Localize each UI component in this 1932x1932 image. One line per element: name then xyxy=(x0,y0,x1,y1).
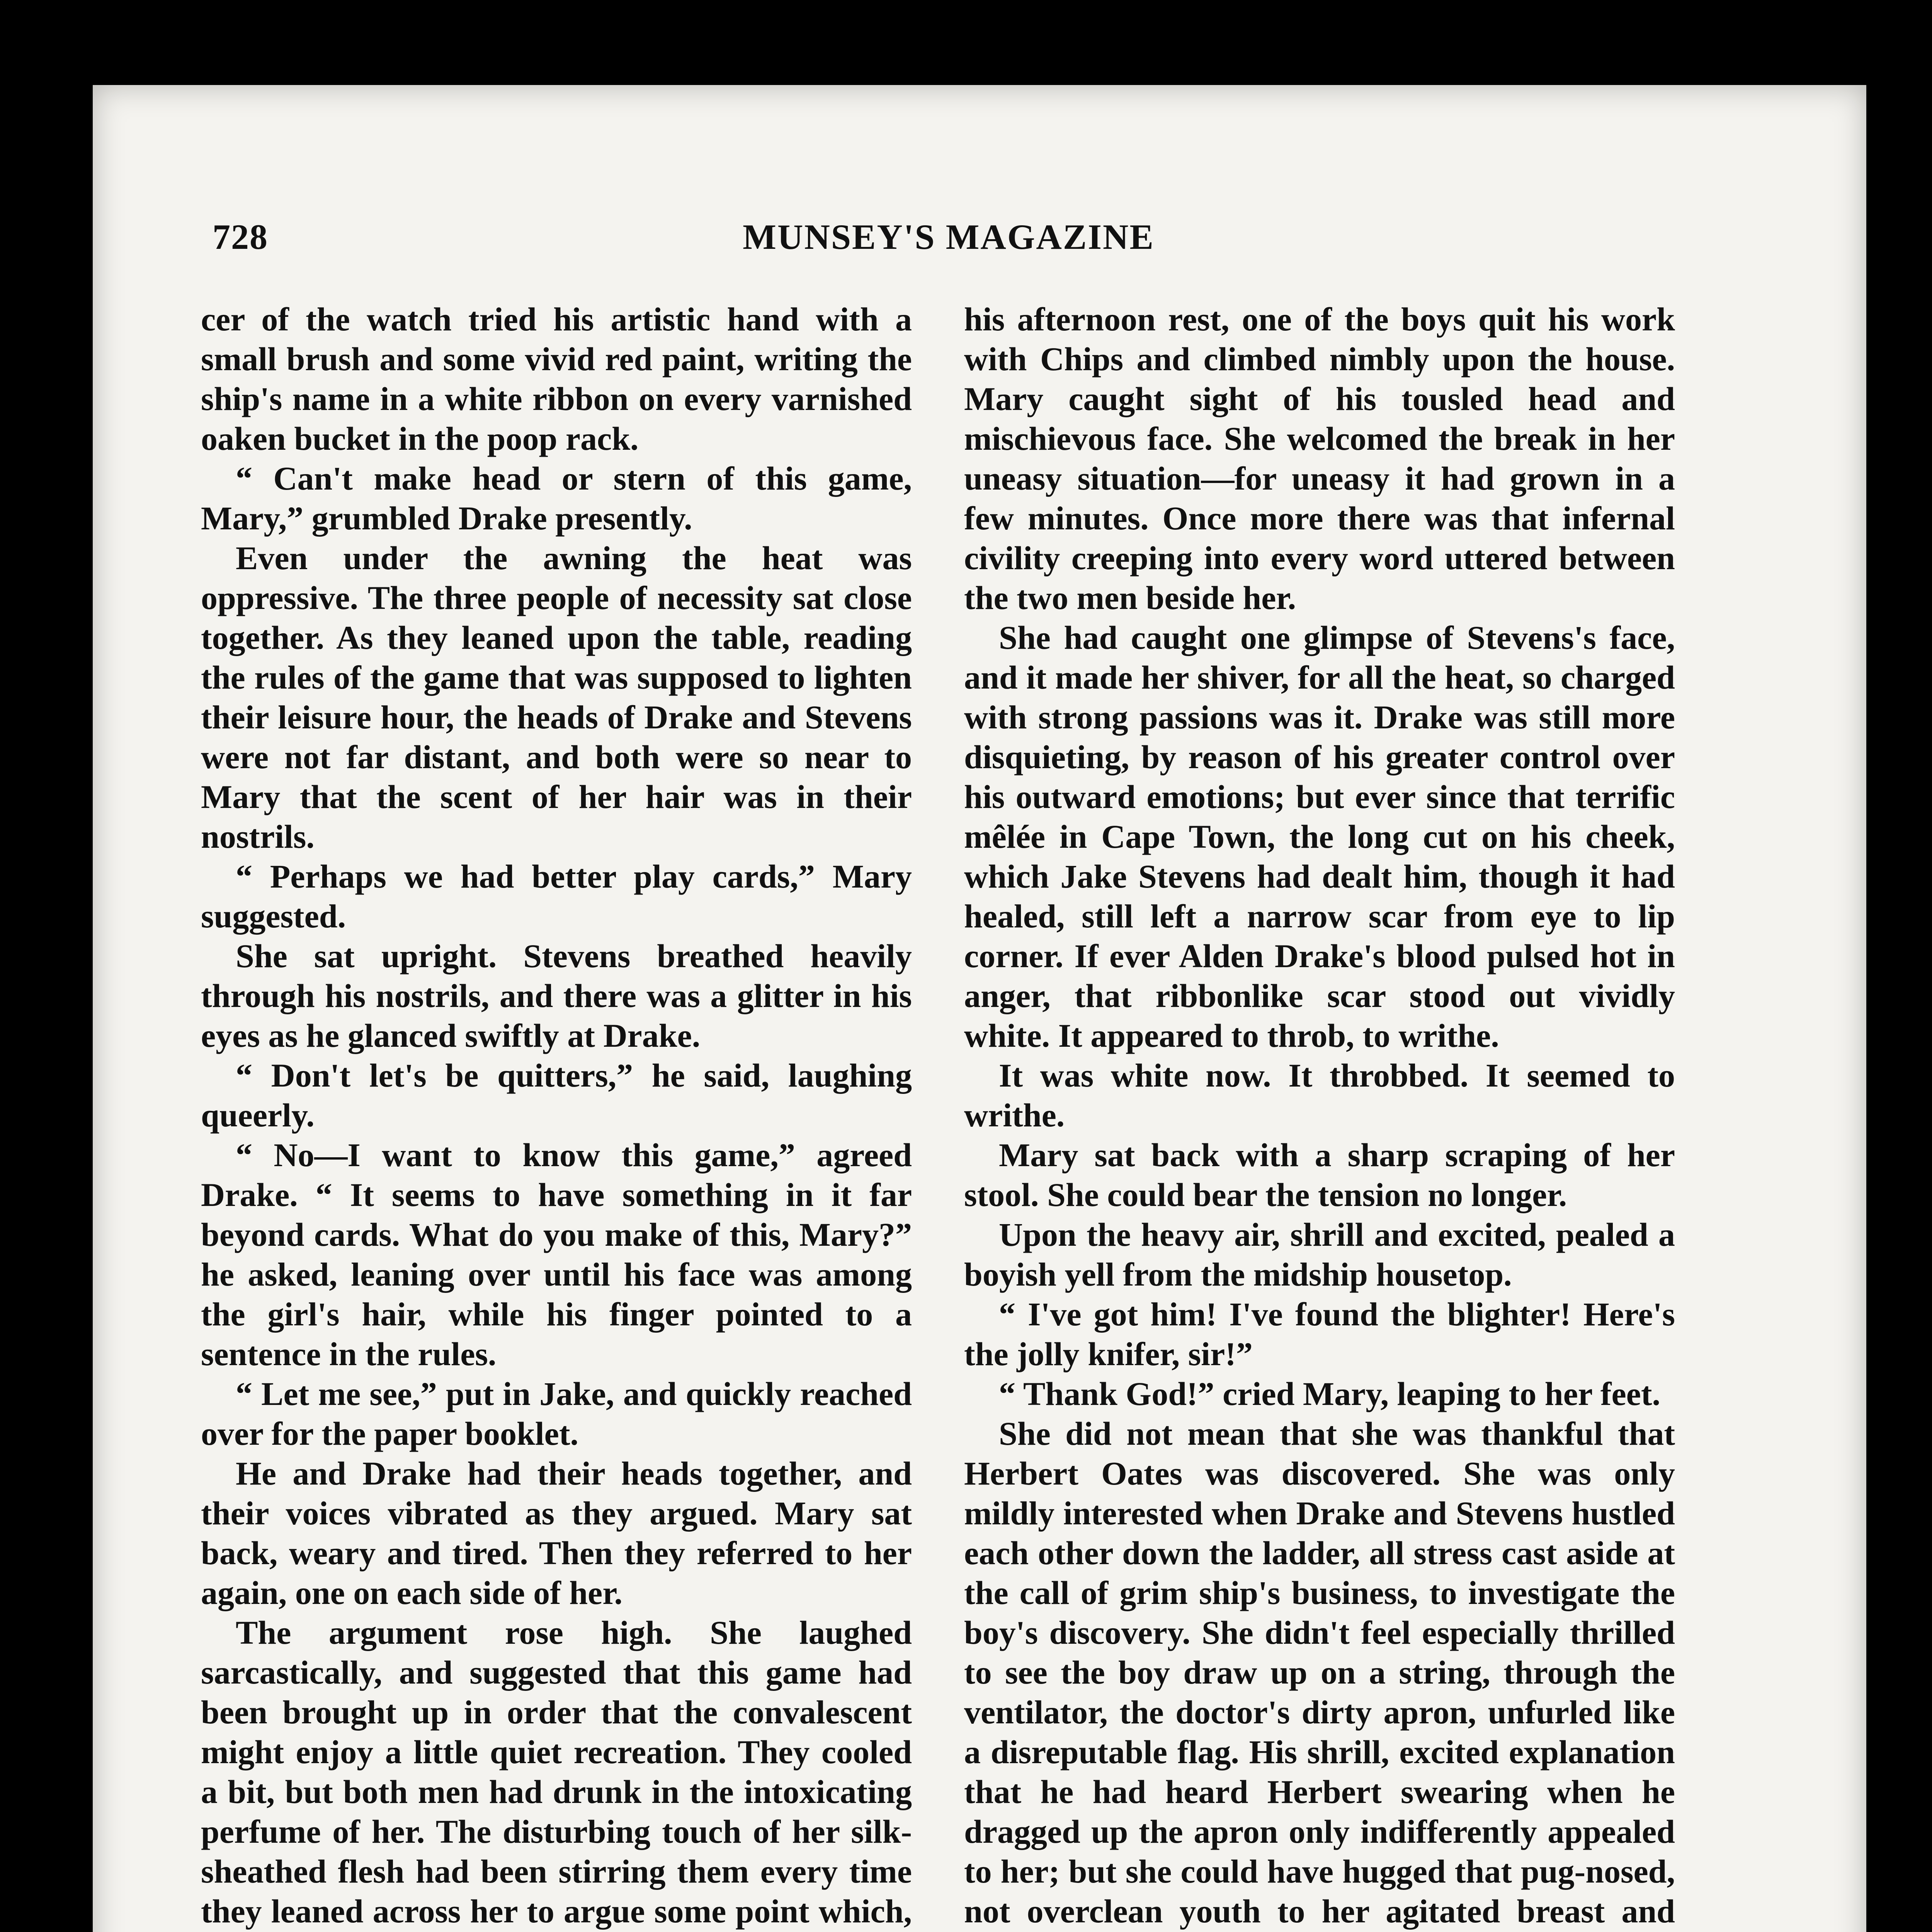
paragraph: his afternoon rest, one of the boys quit his work with Chips and climbed nimbly upon the house. Mary caught sight of his tousled head and mischievous face. She welcomed the break in her uneasy situation—for uneasy it had grown in a few minutes. Once more there was that infernal civility creeping into every word uttered between the two men beside her. xyxy=(964,301,1675,616)
paragraph: She sat upright. Stevens breathed heavily through his nostrils, and there was a glitter in his eyes as he glanced swiftly at Drake. xyxy=(201,937,912,1054)
paragraph: She had caught one glimpse of Stevens's face, and it made her shiver, for all the heat, so charged with strong passions was it. Drake was still more disquieting, by reason of his greater control over his outward emotions; but ever since that terrific mêlée in Cape Town, the long cut on his cheek, which Jake Stevens had dealt him, though it had healed, still left a narrow scar from eye to lip corner. If ever Alden Drake's blood pulsed hot in anger, that ribbonlike scar stood out vividly white. It appeared to throb, to writhe. xyxy=(964,619,1675,1054)
paragraph: “ Can't make head or stern of this game, Mary,” grumbled Drake presently. xyxy=(201,460,912,537)
paragraph: “ Perhaps we had better play cards,” Mary suggested. xyxy=(201,858,912,935)
paragraph: “ Thank God!” cried Mary, leaping to her feet. xyxy=(999,1375,1660,1412)
right-column xyxy=(964,299,1675,1932)
paragraph: It was white now. It throbbed. It seemed to writhe. xyxy=(964,1057,1675,1134)
paragraph: “ Let me see,” put in Jake, and quickly reached over for the paper booklet. xyxy=(201,1375,912,1452)
paragraph: “ Don't let's be quitters,” he said, laughing queerly. xyxy=(201,1057,912,1134)
page-header xyxy=(213,216,1685,267)
paragraph: cer of the watch tried his artistic hand with a small brush and some vivid red paint, writing the ship's name in a white ribbon on every varnished oaken bucket in the poop rack. xyxy=(201,301,912,457)
paragraph: Upon the heavy air, shrill and excited, pealed a boyish yell from the midship housetop. xyxy=(964,1216,1675,1293)
page-number: 728 xyxy=(213,217,268,257)
paragraph: Mary sat back with a sharp scraping of her stool. She could bear the tension no longer. xyxy=(964,1136,1675,1213)
scan-border xyxy=(1866,81,1932,1932)
left-column xyxy=(201,299,912,1932)
running-title: MUNSEY'S MAGAZINE xyxy=(743,217,1155,257)
paragraph: She did not mean that she was thankful that Herbert Oates was discovered. She was only mildly interested when Drake and Stevens hustled each other down the ladder, all stress cast aside at the call of grim ship's business, to investigate the boy's discovery. She didn't feel especially thrilled to see the boy draw up on a string, through the ventilator, the doctor's dirty apron, unfurled like a disreputable flag. His shrill, excited explanation that he had heard Herbert swearing when he dragged up the apron only indifferently appealed to her; but she could have hugged that pug-nosed, not overclean youth to her agitated breast and xyxy=(964,1415,1675,1930)
paragraph: “ I've got him! I've found the blighter! Here's the jolly knifer, sir!” xyxy=(964,1296,1675,1372)
paragraph: The argument rose high. She laughed sarcastically, and suggested that this game had been brought up in order that the convalescent might enjoy a little quiet recreation. They cooled a bit, but both men had drunk in the intoxicating perfume of her. The disturbing touch of her silk-sheathed flesh had been stirring them every time they leaned across her to argue some point which, xyxy=(201,1614,912,1930)
paragraph: He and Drake had their heads together, and their voices vibrated as they argued. Mary sat back, weary and tired. Then they referred to her again, one on each side of her. xyxy=(201,1455,912,1611)
paragraph: Even under the awning the heat was oppressive. The three people of necessity sat close together. As they leaned upon the table, reading the rules of the game that was supposed to lighten their leisure hour, the heads of Drake and Stevens were not far distant, and both were so near to Mary that the scent of her hair was in their nostrils. xyxy=(201,539,912,855)
paragraph: “ No—I want to know this game,” agreed Drake. “ It seems to have something in it far beyond cards. What do you make of this, Mary?” he asked, leaning over until his face was among the girl's hair, while his finger pointed to a sentence in the rules. xyxy=(201,1136,912,1372)
